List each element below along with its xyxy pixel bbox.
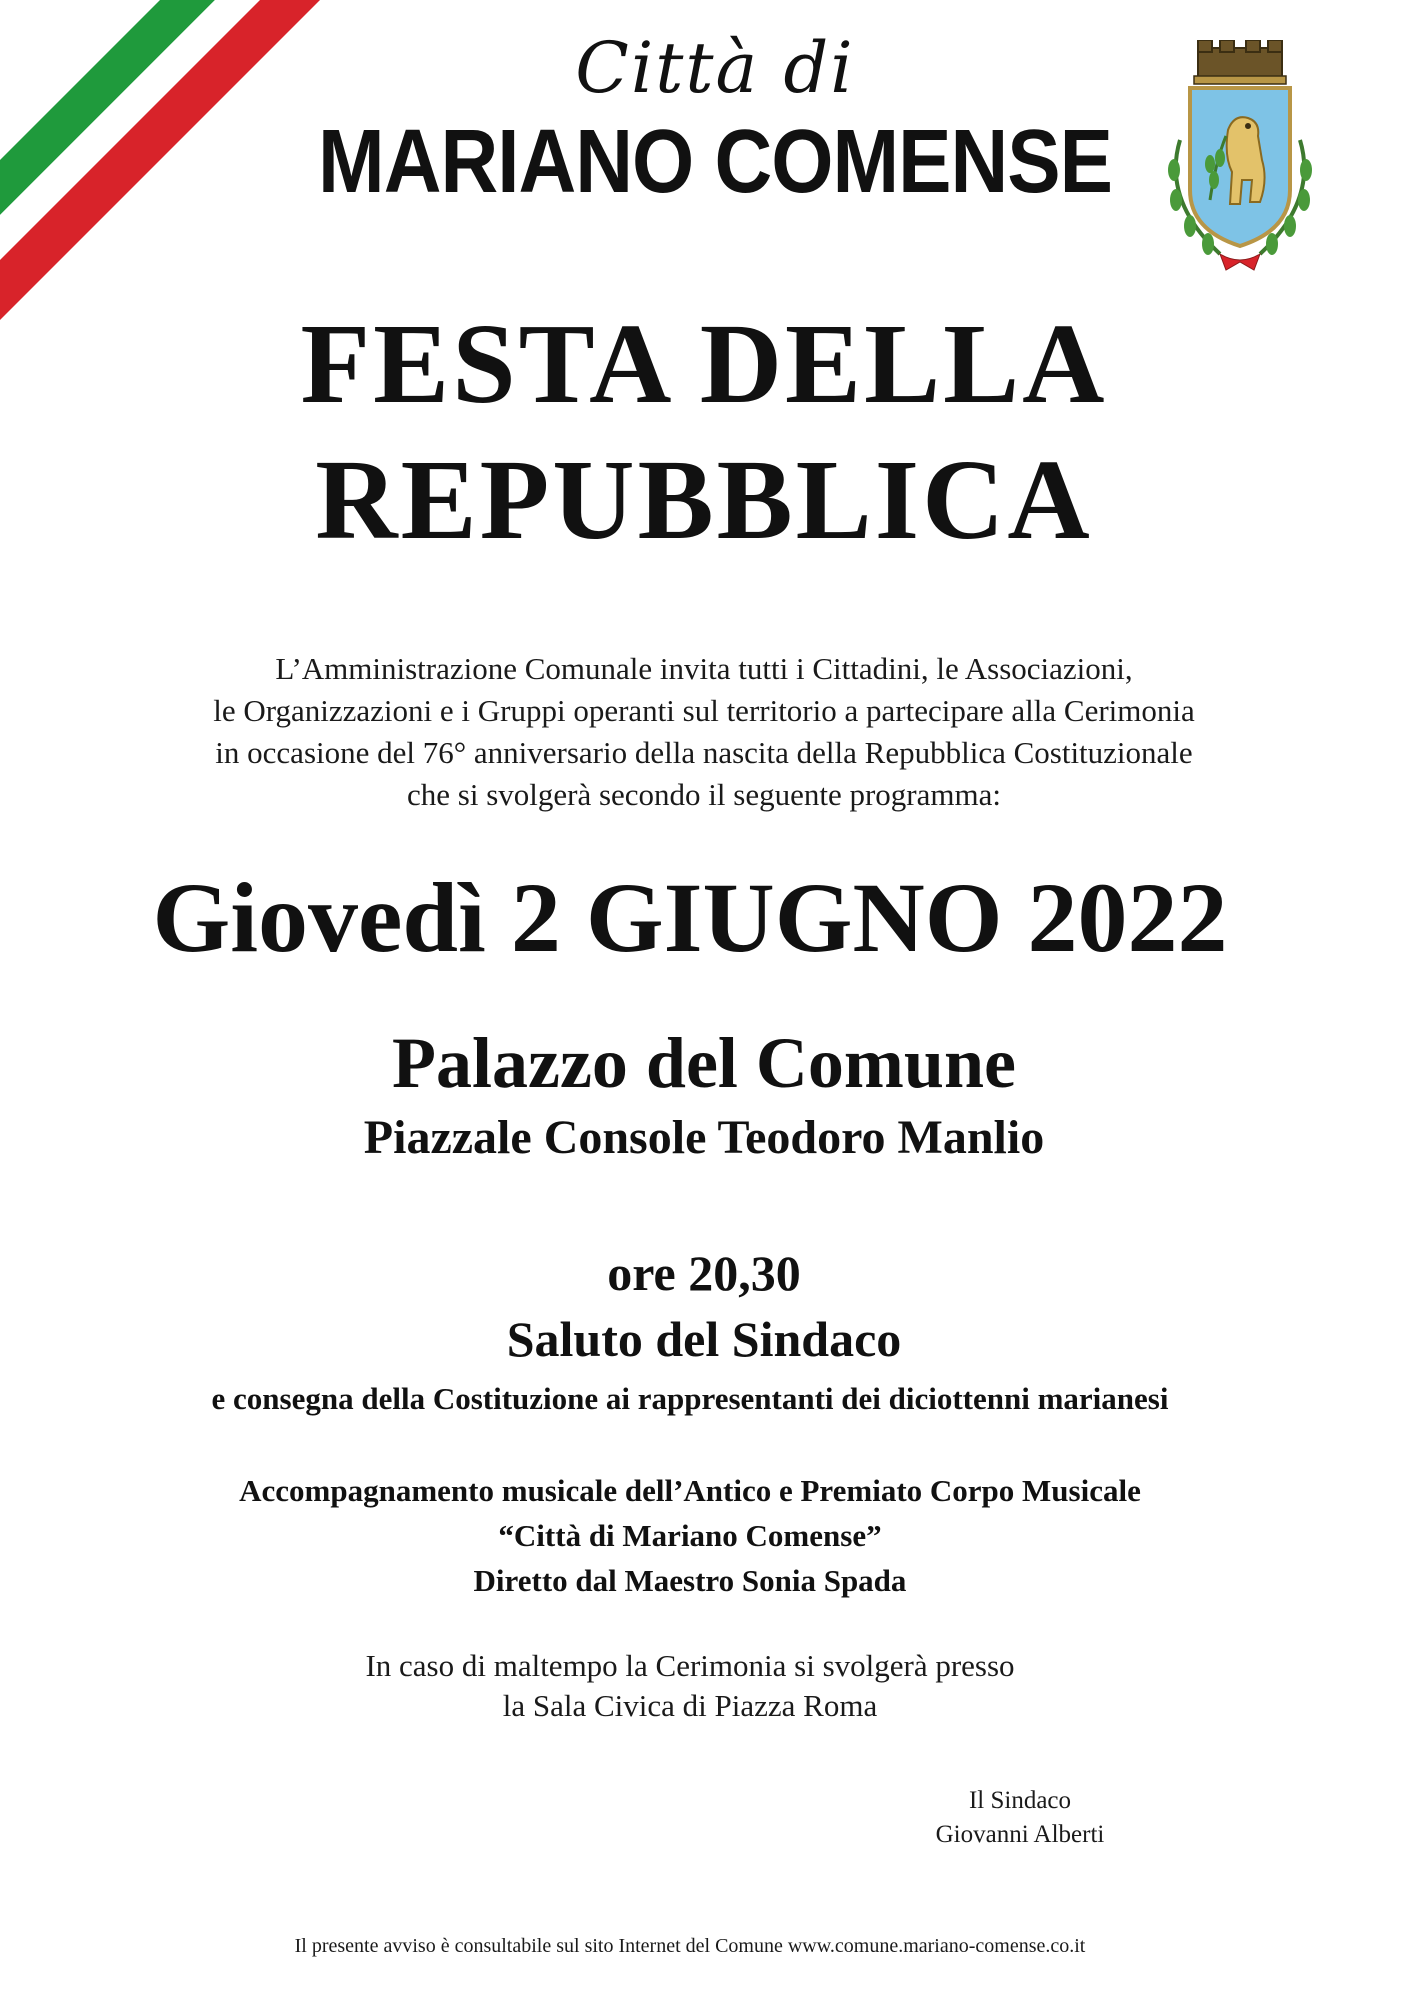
invitation-line: in occasione del 76° anniversario della nascita della Repubblica Costituzionale bbox=[215, 735, 1193, 770]
title-line-1: FESTA DELLA bbox=[300, 300, 1108, 427]
mayor-greeting: Saluto del Sindaco bbox=[506, 1311, 902, 1367]
event-date: Giovedì 2 GIUGNO 2022 bbox=[152, 862, 1228, 973]
event-address: Piazzale Console Teodoro Manlio bbox=[363, 1111, 1045, 1164]
signature-block bbox=[860, 1784, 1180, 1852]
music-accompaniment bbox=[0, 1468, 1380, 1603]
page-title bbox=[0, 296, 1408, 568]
city-prefix: Città di bbox=[575, 27, 855, 109]
invitation-line: le Organizzazioni e i Gruppi operanti sul territorio a partecipare alla Cerimonia bbox=[213, 693, 1195, 728]
title-line-2: REPUBBLICA bbox=[315, 436, 1093, 563]
event-time: ore 20,30 bbox=[607, 1245, 801, 1301]
music-line: Accompagnamento musicale dell’Antico e Premiato Corpo Musicale bbox=[239, 1473, 1141, 1508]
footer-notice: Il presente avviso è consultabile sul sito Internet del Comune www.comune.mariano-comense.co.it bbox=[294, 1935, 1086, 1957]
invitation-line: L’Amministrazione Comunale invita tutti i Cittadini, le Associazioni, bbox=[275, 651, 1133, 686]
city-name: MARIANO COMENSE bbox=[318, 111, 1112, 212]
bad-weather-notice bbox=[0, 1646, 1380, 1726]
constitution-delivery: e consegna della Costituzione ai rappresentanti dei diciottenni marianesi bbox=[211, 1381, 1169, 1416]
music-line: “Città di Mariano Comense” bbox=[498, 1518, 882, 1553]
signature-name: Giovanni Alberti bbox=[935, 1821, 1105, 1848]
coat-of-arms-icon bbox=[1150, 40, 1330, 280]
rain-line: la Sala Civica di Piazza Roma bbox=[502, 1688, 878, 1723]
invitation-line: che si svolgerà secondo il seguente programma: bbox=[407, 777, 1001, 812]
invitation-text bbox=[0, 648, 1408, 816]
music-line: Diretto dal Maestro Sonia Spada bbox=[473, 1563, 907, 1598]
signature-role: Il Sindaco bbox=[968, 1787, 1072, 1814]
rain-line: In caso di maltempo la Cerimonia si svolgerà presso bbox=[365, 1648, 1015, 1683]
event-place: Palazzo del Comune bbox=[392, 1023, 1016, 1103]
